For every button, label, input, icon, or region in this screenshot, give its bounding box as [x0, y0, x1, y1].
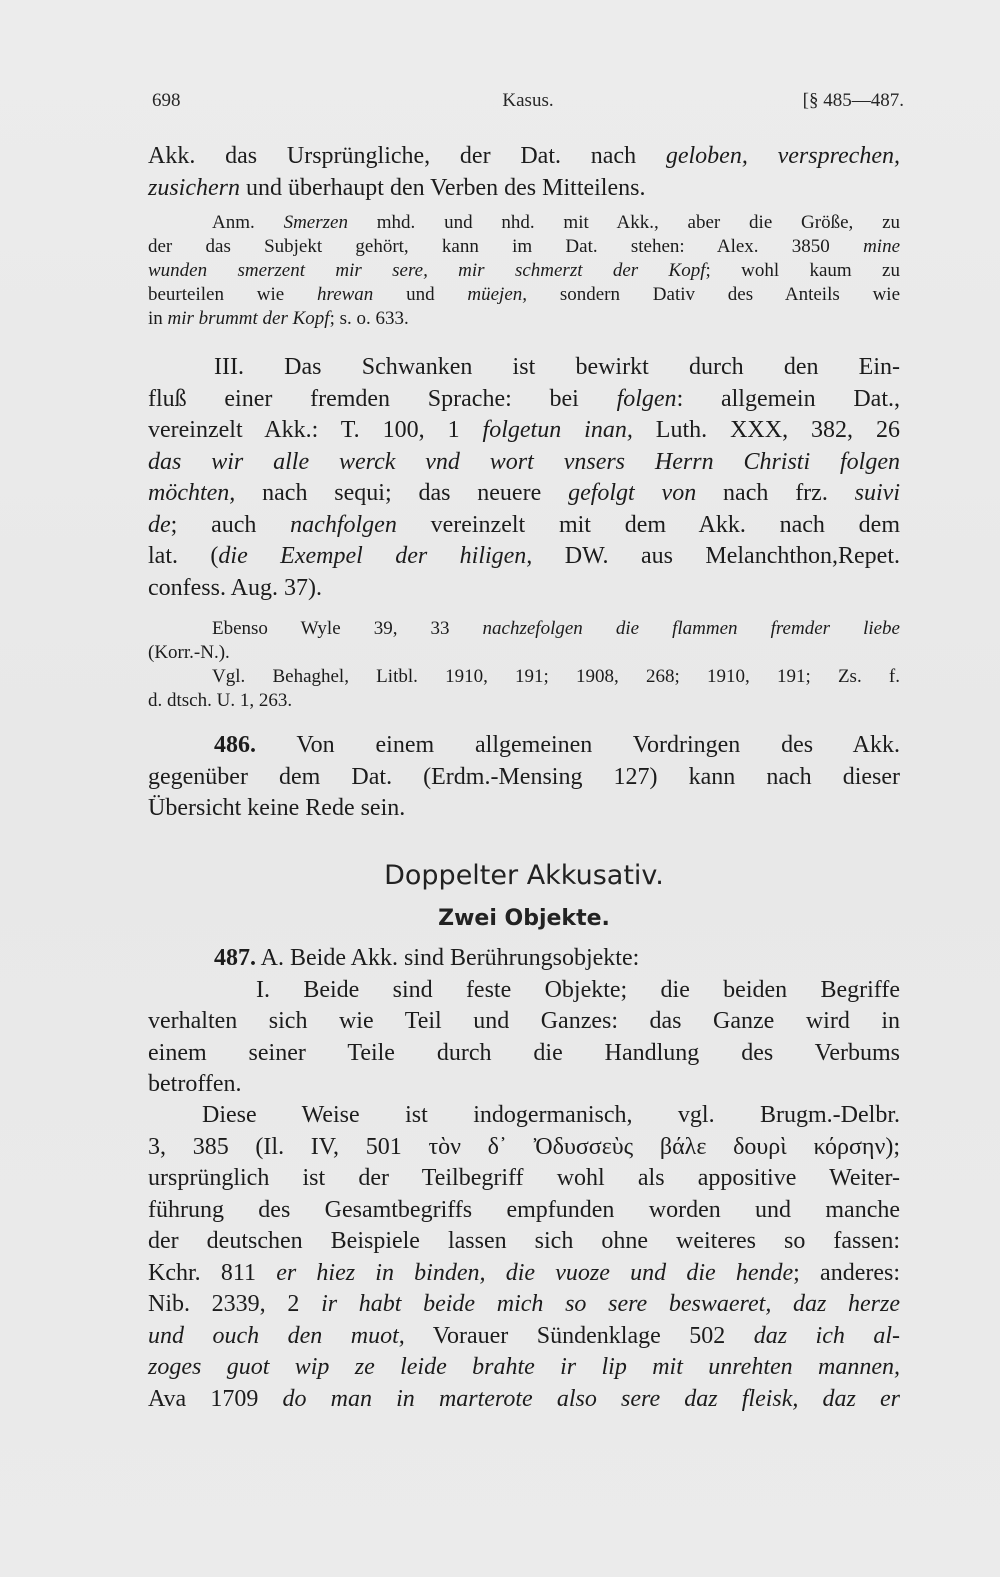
text-line: der das Subjekt gehört, kann im Dat. stehen: Alex. 3850 mine: [148, 236, 900, 257]
text-line: zusichern und überhaupt den Verben des Mitteilens.: [148, 174, 646, 201]
text-line: wunden smerzent mir sere, mir schmerzt der Kopf; wohl kaum zu: [148, 260, 900, 281]
paragraph-continuation: [148, 141, 900, 204]
text-line: Anm. Smerzen mhd. und nhd. mit Akk., aber die Größe, zu: [212, 212, 901, 233]
text-line: Akk. das Ursprüngliche, der Dat. nach geloben, versprechen,: [148, 143, 900, 169]
text-line: fluß einer fremden Sprache: bei folgen: allgemein Dat.,: [148, 385, 900, 412]
text-line: und ouch den muot, Vorauer Sündenklage 502 daz ich al-: [148, 1322, 900, 1349]
text-line: I. Beide sind feste Objekte; die beiden Begriffe: [256, 976, 900, 1003]
text-line: de; auch nachfolgen vereinzelt mit dem Akk. nach dem: [148, 511, 900, 538]
text-line: III. Das Schwanken ist bewirkt durch den Ein-: [214, 354, 900, 380]
text-line: 487. A. Beide Akk. sind Berührungsobjekte:: [214, 945, 640, 971]
text-line: das wir alle werck vnd wort vnsers Herrn Christi folgen: [148, 448, 900, 475]
note-anm: [148, 211, 900, 331]
section-range: [§ 485—487.: [802, 90, 904, 111]
text-line: gegenüber dem Dat. (Erdm.-Mensing 127) kann nach dieser: [148, 763, 900, 790]
running-header: [152, 90, 904, 114]
text-line: verhalten sich wie Teil und Ganzes: das Ganze wird in: [148, 1008, 900, 1034]
paragraph-indogermanisch: [148, 1100, 900, 1415]
section-number: 486.: [214, 732, 256, 758]
text-line: Vgl. Behaghel, Litbl. 1910, 191; 1908, 268; 1910, 191; Zs. f.: [212, 666, 900, 687]
note-ebenso: [148, 617, 900, 713]
section-number: 487.: [214, 945, 256, 971]
text-line: (Korr.-N.).: [148, 642, 230, 663]
text-line: Diese Weise ist indogermanisch, vgl. Brugm.-Delbr.: [202, 1102, 900, 1128]
page-number: 698: [152, 90, 181, 111]
text-line: lat. (die Exempel der hiligen, DW. aus Melanchthon,Repet.: [148, 543, 900, 569]
section-487: [148, 943, 900, 1101]
text-line: der deutschen Beispiele lassen sich ohne weiteres so fassen:: [148, 1228, 900, 1254]
text-line: confess. Aug. 37).: [148, 574, 322, 601]
text-line: zoges guot wip ze leide brahte ir lip mit unrehten mannen,: [148, 1354, 900, 1380]
heading-zwei-objekte: Zwei Objekte.: [438, 906, 610, 931]
paragraph-iii: [148, 352, 900, 604]
running-title: Kasus.: [502, 90, 554, 111]
heading-doppelter-akkusativ: Doppelter Akkusativ.: [384, 860, 664, 891]
text-line: Nib. 2339, 2 ir habt beide mich so sere beswaeret, daz herze: [148, 1291, 901, 1317]
section-486: [148, 730, 900, 825]
text-line: Ava 1709 do man in marterote also sere daz fleisk, daz er: [148, 1385, 901, 1412]
text-line: betroffen.: [148, 1071, 242, 1097]
text-line: in mir brummt der Kopf; s. o. 633.: [148, 308, 409, 329]
text-line: führung des Gesamtbegriffs empfunden worden und manche: [148, 1196, 900, 1223]
text-line: 3, 385 (Il. IV, 501 τὸν δ᾽ Ὀδυσσεὺς βάλε δουρὶ κόρσην);: [148, 1133, 900, 1160]
text-line: vereinzelt Akk.: T. 100, 1 folgetun inan, Luth. XXX, 382, 26: [148, 417, 900, 443]
text-line: d. dtsch. U. 1, 263.: [148, 690, 293, 711]
text-line: Ebenso Wyle 39, 33 nachzefolgen die flammen fremder liebe: [212, 618, 900, 639]
text-line: beurteilen wie hrewan und müejen, sondern Dativ des Anteils wie: [148, 284, 900, 305]
text-line: Kchr. 811 er hiez in binden, die vuoze und die hende; anderes:: [148, 1259, 901, 1286]
text-line: einem seiner Teile durch die Handlung des Verbums: [148, 1039, 900, 1066]
text-line: 486. Von einem allgemeinen Vordringen des Akk.: [214, 732, 900, 758]
text-line: ursprünglich ist der Teilbegriff wohl als appositive Weiter-: [148, 1165, 900, 1191]
text-line: Übersicht keine Rede sein.: [148, 795, 406, 821]
text-line: möchten, nach sequi; das neuere gefolgt von nach frz. suivi: [148, 480, 900, 506]
